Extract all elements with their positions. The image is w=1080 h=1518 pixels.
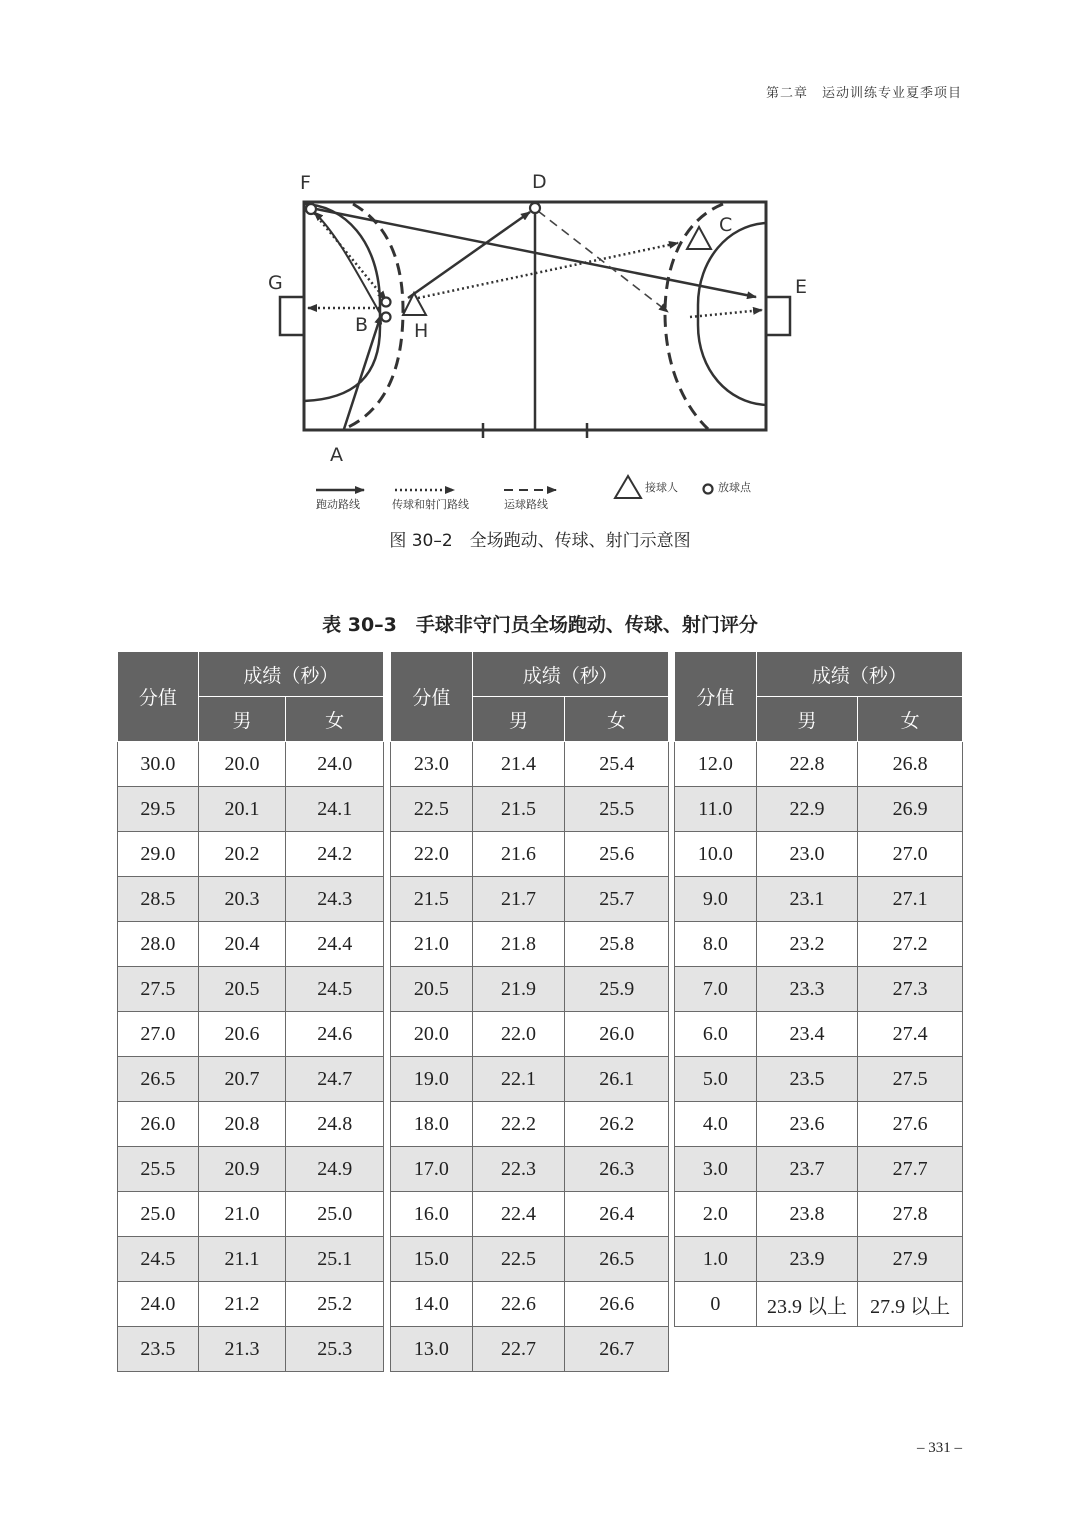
score-cell: 30.0 xyxy=(118,742,199,787)
score-cell: 18.0 xyxy=(391,1102,473,1147)
female-time-cell: 27.3 xyxy=(858,967,963,1012)
score-cell: 28.0 xyxy=(118,922,199,967)
score-cell: 6.0 xyxy=(675,1012,757,1057)
table-row xyxy=(391,1147,669,1192)
male-time-cell: 21.1 xyxy=(198,1237,286,1282)
header-result: 成绩（秒） xyxy=(198,652,383,697)
score-cell: 25.5 xyxy=(118,1147,199,1192)
female-time-cell: 24.1 xyxy=(286,787,384,832)
shoot-route-right-to-e xyxy=(690,310,762,317)
female-time-cell: 24.2 xyxy=(286,832,384,877)
male-time-cell: 20.7 xyxy=(198,1057,286,1102)
header-female: 女 xyxy=(286,697,384,742)
score-cell: 27.0 xyxy=(118,1012,199,1057)
legend-receiver-icon xyxy=(615,476,641,498)
male-time-cell: 20.9 xyxy=(198,1147,286,1192)
legend-ball-point-icon xyxy=(704,485,713,494)
figure-caption: 图 30–2 全场跑动、传球、射门示意图 xyxy=(389,531,691,551)
legend-run-label: 跑动路线 xyxy=(316,498,360,511)
male-time-cell: 20.5 xyxy=(198,967,286,1012)
male-time-cell: 23.6 xyxy=(756,1102,858,1147)
run-route-h-to-d xyxy=(408,212,530,298)
female-time-cell: 25.8 xyxy=(565,922,669,967)
male-time-cell: 21.0 xyxy=(198,1192,286,1237)
table-row xyxy=(675,1282,963,1327)
table-row xyxy=(391,877,669,922)
female-time-cell: 25.4 xyxy=(565,742,669,787)
table-row xyxy=(118,1327,384,1372)
female-time-cell: 27.7 xyxy=(858,1147,963,1192)
male-time-cell: 23.4 xyxy=(756,1012,858,1057)
score-cell: 25.0 xyxy=(118,1192,199,1237)
table-row xyxy=(391,1327,669,1372)
score-cell: 15.0 xyxy=(391,1237,473,1282)
female-time-cell: 26.4 xyxy=(565,1192,669,1237)
male-time-cell: 23.5 xyxy=(756,1057,858,1102)
table-row xyxy=(118,1057,384,1102)
label-f: F xyxy=(300,172,311,194)
header-result: 成绩（秒） xyxy=(472,652,668,697)
female-time-cell: 25.0 xyxy=(286,1192,384,1237)
table-row xyxy=(391,1102,669,1147)
legend-pass-label: 传球和射门路线 xyxy=(392,498,469,511)
label-g: G xyxy=(268,272,283,294)
female-time-cell: 26.6 xyxy=(565,1282,669,1327)
table-row xyxy=(675,1102,963,1147)
male-time-cell: 23.8 xyxy=(756,1192,858,1237)
male-time-cell: 22.1 xyxy=(472,1057,565,1102)
male-time-cell: 23.9 xyxy=(756,1237,858,1282)
table-row xyxy=(391,967,669,1012)
ball-point-f xyxy=(306,204,316,214)
score-cell: 28.5 xyxy=(118,877,199,922)
table-row xyxy=(675,832,963,877)
table-row xyxy=(391,832,669,877)
female-time-cell: 26.0 xyxy=(565,1012,669,1057)
table-title: 表 30–3 手球非守门员全场跑动、传球、射门评分 xyxy=(322,614,758,636)
table-row xyxy=(118,832,384,877)
male-time-cell: 20.1 xyxy=(198,787,286,832)
male-time-cell: 22.4 xyxy=(472,1192,565,1237)
table-row xyxy=(391,1012,669,1057)
score-cell: 23.0 xyxy=(391,742,473,787)
male-time-cell: 20.8 xyxy=(198,1102,286,1147)
score-cell: 29.5 xyxy=(118,787,199,832)
male-time-cell: 21.2 xyxy=(198,1282,286,1327)
male-time-cell: 22.9 xyxy=(756,787,858,832)
court-svg xyxy=(258,165,828,520)
female-time-cell: 27.9 xyxy=(858,1237,963,1282)
female-time-cell: 26.9 xyxy=(858,787,963,832)
female-time-cell: 26.3 xyxy=(565,1147,669,1192)
table-row xyxy=(118,787,384,832)
left-free-throw-line xyxy=(344,204,403,429)
left-goal-area xyxy=(304,204,380,401)
score-cell: 0 xyxy=(675,1282,757,1327)
header-male: 男 xyxy=(756,697,858,742)
score-table-block-2 xyxy=(390,651,669,1372)
male-time-cell: 21.5 xyxy=(472,787,565,832)
label-a: A xyxy=(330,444,343,466)
handball-court-diagram xyxy=(258,165,828,520)
header-result: 成绩（秒） xyxy=(756,652,962,697)
header-score: 分值 xyxy=(118,652,199,742)
female-time-cell: 24.8 xyxy=(286,1102,384,1147)
dribble-route-d-to-right xyxy=(538,211,668,312)
header-male: 男 xyxy=(198,697,286,742)
score-cell: 20.0 xyxy=(391,1012,473,1057)
male-time-cell: 22.8 xyxy=(756,742,858,787)
table-row xyxy=(118,1282,384,1327)
score-cell: 21.5 xyxy=(391,877,473,922)
female-time-cell: 24.6 xyxy=(286,1012,384,1057)
female-time-cell: 25.1 xyxy=(286,1237,384,1282)
female-time-cell: 25.2 xyxy=(286,1282,384,1327)
score-cell: 19.0 xyxy=(391,1057,473,1102)
table-row xyxy=(391,742,669,787)
female-time-cell: 24.0 xyxy=(286,742,384,787)
score-table-block-3 xyxy=(674,651,963,1327)
ball-point-d xyxy=(530,203,540,213)
score-cell: 20.5 xyxy=(391,967,473,1012)
female-time-cell: 27.4 xyxy=(858,1012,963,1057)
score-cell: 4.0 xyxy=(675,1102,757,1147)
score-cell: 27.5 xyxy=(118,967,199,1012)
header-score: 分值 xyxy=(675,652,757,742)
label-e: E xyxy=(795,276,808,298)
header-female: 女 xyxy=(858,697,963,742)
male-time-cell: 23.7 xyxy=(756,1147,858,1192)
female-time-cell: 27.1 xyxy=(858,877,963,922)
label-b: B xyxy=(355,314,369,336)
table-row xyxy=(675,742,963,787)
table-row xyxy=(118,1012,384,1057)
header-male: 男 xyxy=(472,697,565,742)
label-d: D xyxy=(532,171,547,193)
female-time-cell: 24.4 xyxy=(286,922,384,967)
score-cell: 17.0 xyxy=(391,1147,473,1192)
male-time-cell: 22.0 xyxy=(472,1012,565,1057)
male-time-cell: 23.3 xyxy=(756,967,858,1012)
male-time-cell: 21.4 xyxy=(472,742,565,787)
pass-route-f-to-b xyxy=(314,213,386,300)
score-cell: 8.0 xyxy=(675,922,757,967)
legend-dribble-label: 运球路线 xyxy=(504,498,548,511)
score-cell: 11.0 xyxy=(675,787,757,832)
female-time-cell: 24.9 xyxy=(286,1147,384,1192)
score-cell: 22.5 xyxy=(391,787,473,832)
female-time-cell: 26.8 xyxy=(858,742,963,787)
male-time-cell: 21.3 xyxy=(198,1327,286,1372)
score-cell: 5.0 xyxy=(675,1057,757,1102)
male-time-cell: 20.6 xyxy=(198,1012,286,1057)
table-row xyxy=(118,967,384,1012)
table-row xyxy=(391,1282,669,1327)
female-time-cell: 26.7 xyxy=(565,1327,669,1372)
table-row xyxy=(118,1102,384,1147)
female-time-cell: 25.3 xyxy=(286,1327,384,1372)
table-row xyxy=(118,1147,384,1192)
table-row xyxy=(675,1147,963,1192)
score-cell: 24.0 xyxy=(118,1282,199,1327)
running-header: 第二章 运动训练专业夏季项目 xyxy=(765,86,962,101)
male-time-cell: 21.8 xyxy=(472,922,565,967)
score-cell: 14.0 xyxy=(391,1282,473,1327)
header-score: 分值 xyxy=(391,652,473,742)
male-time-cell: 21.6 xyxy=(472,832,565,877)
table-row xyxy=(391,1237,669,1282)
score-cell: 12.0 xyxy=(675,742,757,787)
score-cell: 1.0 xyxy=(675,1237,757,1282)
female-time-cell: 27.8 xyxy=(858,1192,963,1237)
left-goal xyxy=(280,297,304,335)
run-route-b-to-f xyxy=(314,212,381,315)
male-time-cell: 22.3 xyxy=(472,1147,565,1192)
score-cell: 2.0 xyxy=(675,1192,757,1237)
score-cell: 13.0 xyxy=(391,1327,473,1372)
score-table-block-1 xyxy=(117,651,384,1372)
male-time-cell: 22.6 xyxy=(472,1282,565,1327)
female-time-cell: 27.6 xyxy=(858,1102,963,1147)
page-number: – 331 – xyxy=(917,1440,962,1456)
female-time-cell: 26.1 xyxy=(565,1057,669,1102)
male-time-cell: 21.9 xyxy=(472,967,565,1012)
female-time-cell: 27.0 xyxy=(858,832,963,877)
table-row xyxy=(118,922,384,967)
male-time-cell: 22.2 xyxy=(472,1102,565,1147)
female-time-cell: 25.6 xyxy=(565,832,669,877)
male-time-cell: 22.5 xyxy=(472,1237,565,1282)
ball-point-b-lower xyxy=(382,313,391,322)
female-time-cell: 25.5 xyxy=(565,787,669,832)
table-row xyxy=(675,1192,963,1237)
table-row xyxy=(118,877,384,922)
score-cell: 26.5 xyxy=(118,1057,199,1102)
female-time-cell: 27.9 以上 xyxy=(858,1282,963,1327)
female-time-cell: 27.5 xyxy=(858,1057,963,1102)
male-time-cell: 20.2 xyxy=(198,832,286,877)
male-time-cell: 22.7 xyxy=(472,1327,565,1372)
legend-ball-point-label: 放球点 xyxy=(718,481,751,494)
table-row xyxy=(675,787,963,832)
male-time-cell: 23.1 xyxy=(756,877,858,922)
table-row xyxy=(675,1237,963,1282)
female-time-cell: 24.3 xyxy=(286,877,384,922)
score-cell: 29.0 xyxy=(118,832,199,877)
score-cell: 3.0 xyxy=(675,1147,757,1192)
table-row xyxy=(675,877,963,922)
female-time-cell: 25.7 xyxy=(565,877,669,922)
legend-receiver-label: 接球人 xyxy=(645,481,678,494)
female-time-cell: 26.2 xyxy=(565,1102,669,1147)
score-cell: 26.0 xyxy=(118,1102,199,1147)
female-time-cell: 24.7 xyxy=(286,1057,384,1102)
label-h: H xyxy=(414,320,429,342)
male-time-cell: 20.4 xyxy=(198,922,286,967)
score-cell: 22.0 xyxy=(391,832,473,877)
score-cell: 24.5 xyxy=(118,1237,199,1282)
score-cell: 16.0 xyxy=(391,1192,473,1237)
female-time-cell: 24.5 xyxy=(286,967,384,1012)
male-time-cell: 20.3 xyxy=(198,877,286,922)
female-time-cell: 25.9 xyxy=(565,967,669,1012)
table-row xyxy=(118,742,384,787)
score-cell: 21.0 xyxy=(391,922,473,967)
male-time-cell: 20.0 xyxy=(198,742,286,787)
female-time-cell: 27.2 xyxy=(858,922,963,967)
table-row xyxy=(391,787,669,832)
female-time-cell: 26.5 xyxy=(565,1237,669,1282)
ball-point-b-upper xyxy=(382,298,391,307)
male-time-cell: 23.2 xyxy=(756,922,858,967)
table-row xyxy=(391,1057,669,1102)
right-goal xyxy=(766,297,790,335)
right-goal-area xyxy=(698,223,766,405)
table-row xyxy=(675,1057,963,1102)
score-cell: 23.5 xyxy=(118,1327,199,1372)
table-row xyxy=(675,967,963,1012)
table-row xyxy=(675,1012,963,1057)
male-time-cell: 23.9 以上 xyxy=(756,1282,858,1327)
score-cell: 9.0 xyxy=(675,877,757,922)
table-row xyxy=(391,922,669,967)
table-row xyxy=(118,1237,384,1282)
receiver-h xyxy=(403,293,426,315)
table-row xyxy=(118,1192,384,1237)
male-time-cell: 21.7 xyxy=(472,877,565,922)
header-female: 女 xyxy=(565,697,669,742)
table-row xyxy=(675,922,963,967)
table-row xyxy=(391,1192,669,1237)
male-time-cell: 23.0 xyxy=(756,832,858,877)
score-cell: 7.0 xyxy=(675,967,757,1012)
label-c: C xyxy=(719,214,733,236)
score-cell: 10.0 xyxy=(675,832,757,877)
